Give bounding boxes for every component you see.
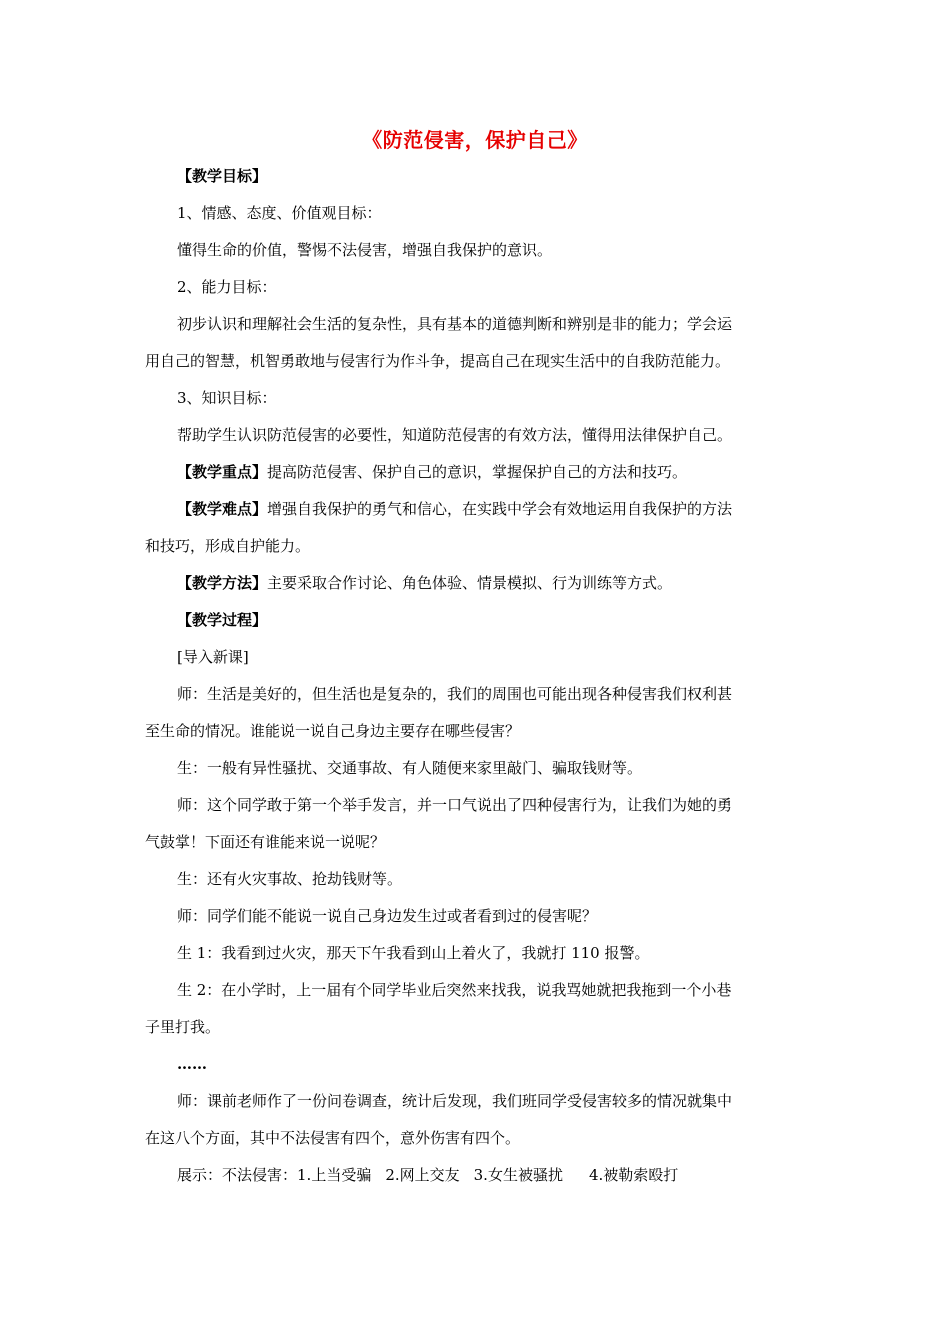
dialogue-8 — [145, 1083, 810, 1157]
ellipsis: …… — [177, 1055, 207, 1073]
dialogue-3-line1: 师：这个同学敢于第一个举手发言，并一口气说出了四种侵害行为，让我们为她的勇 — [177, 796, 733, 814]
method-heading: 【教学方法】 — [177, 574, 268, 592]
show-list — [145, 1157, 810, 1194]
goal2-label: 2、能力目标： — [177, 278, 277, 296]
show-item-1: 1.上当受骗 — [297, 1166, 372, 1184]
dialogue-1-line2: 至生命的情况。谁能说一说自己身边主要存在哪些侵害？ — [145, 722, 521, 740]
difficult-point — [145, 491, 810, 565]
goal3-label: 3、知识目标： — [177, 389, 277, 407]
difficult-text-line2: 和技巧，形成自护能力。 — [145, 537, 311, 555]
show-label: 展示：不法侵害： — [177, 1166, 298, 1184]
dialogue-8-line1: 师：课前老师作了一份问卷调查，统计后发现，我们班同学受侵害较多的情况就集中 — [177, 1092, 733, 1110]
goals-heading: 【教学目标】 — [177, 167, 268, 185]
goal1-label: 1、情感、态度、价值观目标： — [177, 204, 382, 222]
goal2-text-line1: 初步认识和理解社会生活的复杂性，具有基本的道德判断和辨别是非的能力；学会运 — [177, 315, 733, 333]
dialogue-7 — [145, 972, 810, 1046]
dialogue-3-line2: 气鼓掌！下面还有谁能来说一说呢？ — [145, 833, 386, 851]
show-item-3: 3.女生被骚扰 — [473, 1166, 563, 1184]
dialogue-1-line1: 师：生活是美好的，但生活也是复杂的，我们的周围也可能出现各种侵害我们权利甚 — [177, 685, 733, 703]
show-item-4: 4.被勒索殴打 — [588, 1166, 679, 1184]
goal3-text: 帮助学生认识防范侵害的必要性，知道防范侵害的有效方法，懂得用法律保护自己。 — [177, 426, 733, 444]
dialogue-6: 生 1：我看到过火灾，那天下午我看到山上着火了，我就打 110 报警。 — [177, 944, 650, 962]
dialogue-4: 生：还有火灾事故、抢劫钱财等。 — [177, 870, 403, 888]
goal1-text: 懂得生命的价值，警惕不法侵害，增强自我保护的意识。 — [177, 241, 553, 259]
method-text: 主要采取合作讨论、角色体验、情景模拟、行为训练等方式。 — [267, 574, 673, 592]
dialogue-2: 生：一般有异性骚扰、交通事故、有人随便来家里敲门、骗取钱财等。 — [177, 759, 643, 777]
difficult-heading: 【教学难点】 — [177, 500, 268, 518]
dialogue-1 — [145, 676, 810, 750]
process-heading: 【教学过程】 — [177, 611, 268, 629]
dialogue-7-line1: 生 2：在小学时，上一届有个同学毕业后突然来找我，说我骂她就把我拖到一个小巷 — [177, 981, 732, 999]
dialogue-7-line2: 子里打我。 — [145, 1018, 221, 1036]
key-heading: 【教学重点】 — [177, 463, 268, 481]
difficult-text-line1: 增强自我保护的勇气和信心，在实践中学会有效地运用自我保护的方法 — [267, 500, 733, 518]
show-item-2: 2.网上交友 — [385, 1166, 460, 1184]
goal2-text-line2: 用自己的智慧，机智勇敢地与侵害行为作斗争，提高自己在现实生活中的自我防范能力。 — [145, 352, 731, 370]
document-title: 《防范侵害，保护自己》 — [362, 128, 588, 152]
dialogue-8-line2: 在这八个方面，其中不法侵害有四个，意外伤害有四个。 — [145, 1129, 521, 1147]
document-body — [145, 158, 810, 1194]
key-point — [145, 454, 810, 491]
goal2-text — [145, 306, 810, 380]
dialogue-3 — [145, 787, 810, 861]
dialogue-5: 师：同学们能不能说一说自己身边发生过或者看到过的侵害呢？ — [177, 907, 598, 925]
key-text: 提高防范侵害、保护自己的意识，掌握保护自己的方法和技巧。 — [267, 463, 688, 481]
intro-label: [导入新课] — [177, 648, 249, 666]
teaching-method — [145, 565, 810, 602]
